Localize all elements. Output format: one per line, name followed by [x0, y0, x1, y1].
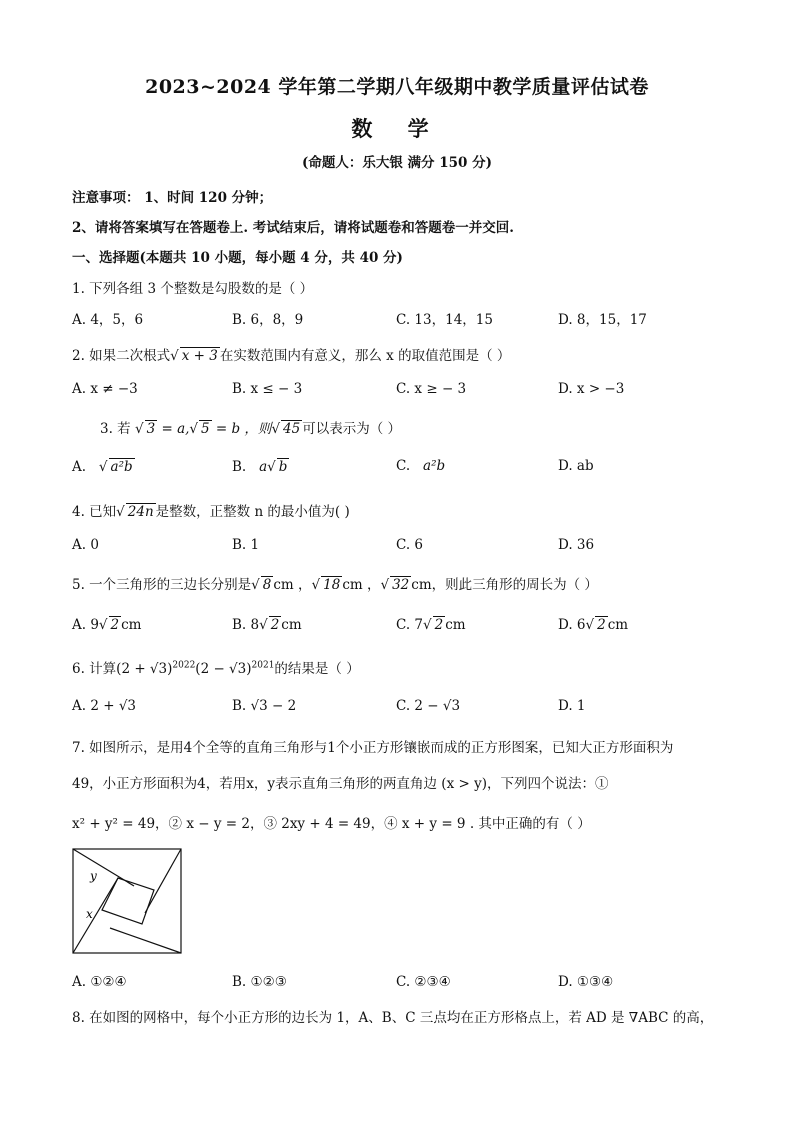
exam-title: 2023~2024 学年第二学期八年级期中教学质量评估试卷 [145, 76, 649, 98]
question-2-stem: 2. 如果二次根式√ x + 3 在实数范围内有意义，那么 x 的取值范围是（ ） [72, 348, 511, 364]
subject-title: 数 学 [351, 116, 443, 141]
question-7-line-3: x² + y² = 49，② x − y = 2，③ 2xy + 4 = 49，④ x + y = 9 . 其中正确的有（ ） [72, 816, 591, 832]
option-b: B. √3 − 2 [232, 698, 297, 714]
option-b: B. 1 [232, 537, 260, 553]
question-6-stem: 6. 计算$(2 + √3)^{2022}(2 - √3)^{2021}$的结果是（ ） [72, 660, 360, 677]
option-c: C. 2 − √3 [396, 698, 461, 714]
option-d: D. x > −3 [558, 381, 625, 397]
author-line: (命题人：乐大银 满分 150 分) [301, 155, 493, 171]
option-d: D. ab [558, 458, 594, 474]
option-c: C. 7√ 2 cm [396, 617, 466, 633]
option-b: B. 6，8，9 [232, 312, 304, 328]
label-x: x [86, 907, 93, 921]
option-c: C. a²b [396, 458, 446, 474]
radicand: x + 3 [181, 348, 218, 364]
question-7-line-2: 49，小正方形面积为4，若用x，y表示直角三角形的两直角边 (x > y)，下列四个说法：① [72, 776, 609, 792]
triangle-edge-2 [145, 849, 181, 913]
question-8-stem: 8. 在如图的网格中，每个小正方形的边长为 1，A、B、C 三点均在正方形格点上，若 AD 是 ∇ABC 的高， [72, 1010, 714, 1026]
option-a: A. 4，5，6 [72, 312, 144, 328]
option-c: C. ②③④ [396, 974, 451, 990]
inner-square [102, 878, 154, 924]
option-a: A. 9√ 2 cm [72, 617, 142, 633]
option-b: B. ①②③ [232, 974, 287, 990]
option-b: B. x ≤ − 3 [232, 381, 303, 397]
question-4-stem: 4. 已知√ 24n 是整数，正整数 n 的最小值为( ) [72, 504, 350, 520]
option-d: D. 6√ 2 cm [558, 617, 629, 633]
option-c: C. 6 [396, 537, 424, 553]
option-a: A. ①②④ [72, 974, 127, 990]
option-b: B. 8√ 2 cm [232, 617, 302, 633]
option-c: C. 13，14，15 [396, 312, 493, 328]
option-d: D. ①③④ [558, 974, 614, 990]
square-pattern-figure [72, 848, 184, 956]
option-a: A. 2 + √3 [72, 698, 137, 714]
option-d: D. 8，15，17 [558, 312, 647, 328]
outer-square [73, 849, 181, 953]
option-a: A. √ a²b [72, 459, 133, 475]
question-5-stem: 5. 一个三角形的三边长分别是√ 8 cm ，√ 18 cm ，√ 32 cm，则此三角形的周长为（ ） [72, 577, 598, 593]
label-y: y [90, 869, 97, 883]
triangle-edge-4 [73, 878, 118, 953]
question-1-stem: 1. 下列各组 3 个整数是勾股数的是（ ） [72, 281, 314, 297]
notes-line-1: 注意事项： 1、时间 120 分钟； [72, 190, 273, 206]
option-b: B. a√ b [232, 459, 288, 475]
question-3-stem: 3. 若 √ 3 = a,√ 5 = b ，则√ 45 可以表示为（ ） [100, 421, 402, 437]
option-d: D. 36 [558, 537, 595, 553]
option-c: C. x ≥ − 3 [396, 381, 467, 397]
option-a: A. x ≠ −3 [72, 381, 138, 397]
option-a: A. 0 [72, 537, 99, 553]
question-7-line-1: 7. 如图所示，是用4个全等的直角三角形与1个小正方形镶嵌而成的正方形图案，已知大正方形面积为 [72, 740, 674, 756]
section-heading: 一、选择题(本题共 10 小题，每小题 4 分，共 40 分) [72, 250, 403, 266]
option-d: D. 1 [558, 698, 586, 714]
notes-line-2: 2、请将答案填写在答题卷上. 考试结束后，请将试题卷和答题卷一并交回. [72, 220, 514, 236]
triangle-edge-3 [110, 928, 181, 953]
